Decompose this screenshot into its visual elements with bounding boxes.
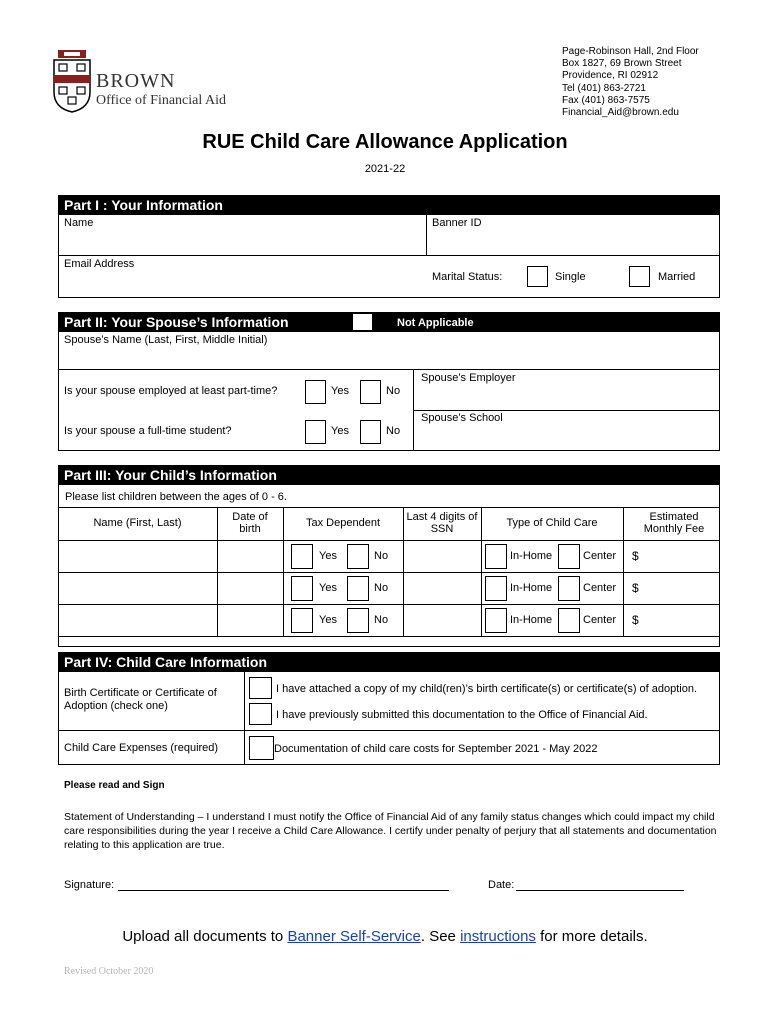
name-label: Name — [64, 217, 94, 229]
col-ssn-header: Last 4 digits of SSN — [406, 511, 478, 535]
tax-no-label: No — [374, 614, 389, 626]
date-label: Date: — [488, 879, 515, 891]
banner-id-label: Banner ID — [432, 217, 482, 229]
child-dob-input[interactable] — [219, 574, 281, 602]
center-checkbox[interactable] — [558, 608, 580, 633]
part2-title: Part II: Your Spouse’s Information — [64, 314, 289, 330]
spouse-school-label: Spouse’s School — [421, 412, 503, 424]
submitted-option-label: I have previously submitted this documentation to the Office of Financial Aid. — [276, 709, 648, 721]
tax-yes-checkbox[interactable] — [291, 544, 313, 569]
in-home-label: In-Home — [510, 614, 553, 626]
student-yes-label: Yes — [331, 425, 349, 437]
tax-no-label: No — [374, 550, 389, 562]
tax-yes-checkbox[interactable] — [291, 608, 313, 633]
fee-input[interactable] — [642, 574, 718, 602]
name-input[interactable] — [60, 230, 424, 254]
spouse-name-label: Spouse’s Name (Last, First, Middle Initial) — [64, 334, 268, 346]
attached-option-label: I have attached a copy of my child(ren)’s birth certificate(s) or certificate(s) of adoption. — [276, 683, 698, 695]
employed-yes-label: Yes — [331, 385, 349, 397]
in-home-checkbox[interactable] — [485, 576, 507, 601]
child-dob-input[interactable] — [219, 542, 281, 570]
submitted-checkbox[interactable] — [249, 703, 272, 725]
sign-heading: Please read and Sign — [64, 780, 165, 791]
single-checkbox[interactable] — [527, 266, 548, 287]
part2-heading — [58, 312, 720, 332]
tax-yes-label: Yes — [319, 550, 337, 562]
part3-heading: Part III: Your Child’s Information — [58, 465, 720, 485]
banner-id-input[interactable] — [428, 230, 718, 254]
married-checkbox[interactable] — [629, 266, 650, 287]
center-label: Center — [583, 582, 617, 594]
tax-yes-label: Yes — [319, 614, 337, 626]
in-home-checkbox[interactable] — [485, 544, 507, 569]
signature-input[interactable] — [118, 876, 449, 891]
in-home-label: In-Home — [510, 582, 553, 594]
tax-yes-checkbox[interactable] — [291, 576, 313, 601]
instructions-link[interactable]: instructions — [460, 928, 536, 945]
col-tax-header: Tax Dependent — [306, 517, 380, 529]
tax-no-checkbox[interactable] — [347, 576, 369, 601]
spouse-employer-label: Spouse’s Employer — [421, 372, 516, 384]
fee-currency: $ — [632, 613, 639, 627]
not-applicable-checkbox[interactable] — [352, 313, 373, 331]
address-line: Tel (401) 863-2721 — [562, 82, 646, 94]
address-line: Box 1827, 69 Brown Street — [562, 58, 682, 70]
academic-year: 2021-22 — [364, 163, 406, 175]
center-label: Center — [583, 550, 617, 562]
part1-heading: Part I : Your Information — [58, 195, 720, 215]
child-name-input[interactable] — [60, 606, 215, 634]
center-checkbox[interactable] — [558, 544, 580, 569]
ssn-input[interactable] — [405, 542, 479, 570]
tax-no-checkbox[interactable] — [347, 544, 369, 569]
address-line: Fax (401) 863-7575 — [562, 94, 650, 106]
married-label: Married — [658, 271, 696, 283]
banner-self-service-link[interactable]: Banner Self-Service — [287, 928, 421, 945]
upload-suffix: for more details. — [540, 928, 648, 945]
expenses-checkbox[interactable] — [249, 736, 274, 760]
upload-instructions — [0, 928, 770, 945]
signature-label: Signature: — [64, 879, 115, 891]
tax-no-checkbox[interactable] — [347, 608, 369, 633]
office-address — [562, 46, 699, 119]
email-input[interactable] — [60, 272, 420, 296]
fee-input[interactable] — [642, 606, 718, 634]
child-dob-input[interactable] — [219, 606, 281, 634]
date-input[interactable] — [516, 876, 684, 891]
address-line: Page-Robinson Hall, 2nd Floor — [562, 46, 699, 57]
student-no-label: No — [386, 425, 401, 437]
child-name-input[interactable] — [60, 574, 215, 602]
logo-office: Office of Financial Aid — [96, 93, 226, 108]
email-label: Email Address — [64, 258, 135, 270]
attached-checkbox[interactable] — [249, 677, 272, 699]
expenses-option-label: Documentation of child care costs for September 2021 - May 2022 — [274, 743, 598, 755]
children-instruction: Please list children between the ages of 0 - 6. — [65, 491, 287, 503]
employed-no-checkbox[interactable] — [360, 380, 381, 404]
fee-input[interactable] — [642, 542, 718, 570]
revised-date: Revised October 2020 — [64, 966, 154, 977]
expenses-label: Child Care Expenses (required) — [64, 742, 219, 754]
statement-of-understanding: Statement of Understanding – I understand I must notify the Office of Financial Aid of any family status changes which could impact my child care responsibilities during the year I receive a Child Care Allowance. I certify under penalty of perjury that all statements and documentation relating to this application are true. — [64, 811, 717, 851]
in-home-checkbox[interactable] — [485, 608, 507, 633]
center-label: Center — [583, 614, 617, 626]
brown-shield-icon — [52, 48, 92, 114]
spouse-name-input[interactable] — [60, 346, 718, 368]
marital-status-label: Marital Status: — [432, 271, 503, 283]
center-checkbox[interactable] — [558, 576, 580, 601]
employed-no-label: No — [386, 385, 401, 397]
address-line: Providence, RI 02912 — [562, 70, 659, 82]
employed-yes-checkbox[interactable] — [305, 380, 326, 404]
tax-yes-label: Yes — [319, 582, 337, 594]
page-title: RUE Child Care Allowance Application — [202, 131, 568, 153]
fee-currency: $ — [632, 549, 639, 563]
tax-no-label: No — [374, 582, 389, 594]
child-name-input[interactable] — [60, 542, 215, 570]
spouse-student-question: Is your spouse a full-time student? — [64, 425, 232, 437]
upload-prefix: Upload all documents to — [122, 928, 284, 945]
fee-currency: $ — [632, 581, 639, 595]
student-no-checkbox[interactable] — [360, 420, 381, 444]
col-type-header: Type of Child Care — [506, 517, 598, 529]
brown-logo — [52, 48, 242, 118]
col-name-header: Name (First, Last) — [93, 517, 182, 529]
in-home-label: In-Home — [510, 550, 553, 562]
ssn-input[interactable] — [405, 606, 479, 634]
col-dob-header: Date of birth — [232, 511, 268, 535]
ssn-input[interactable] — [405, 574, 479, 602]
birth-certificate-label: Birth Certificate or Certificate of Adoption (check one) — [64, 687, 217, 712]
spouse-employer-input[interactable] — [416, 385, 718, 408]
logo-brand: BROWN — [96, 70, 176, 92]
address-email: Financial_Aid@brown.edu — [562, 107, 679, 119]
part4-heading: Part IV: Child Care Information — [58, 652, 720, 672]
student-yes-checkbox[interactable] — [305, 420, 326, 444]
spouse-school-input[interactable] — [416, 425, 718, 449]
col-fee-header: Estimated Monthly Fee — [643, 511, 705, 535]
upload-middle: . See — [420, 928, 456, 945]
spouse-employed-question: Is your spouse employed at least part-time? — [64, 385, 278, 397]
single-label: Single — [555, 271, 586, 283]
not-applicable-label: Not Applicable — [397, 317, 474, 329]
